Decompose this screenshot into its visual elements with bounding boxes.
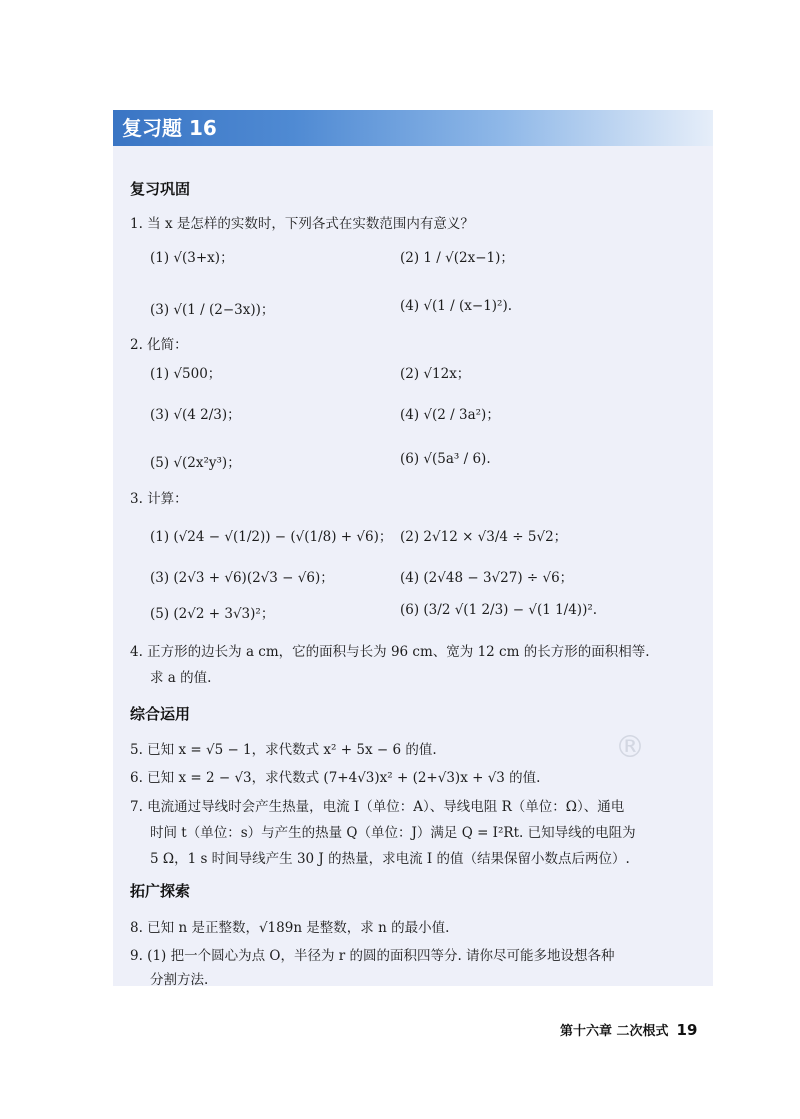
question-4-line-1: 4. 正方形的边长为 a cm，它的面积与长为 96 cm、宽为 12 cm 的长方形的面积相等. — [130, 644, 650, 660]
q2-item-3: (3) √(4 2/3)； — [150, 407, 241, 423]
chapter-label: 第十六章 二次根式 — [560, 1024, 669, 1039]
q3-item-6: (6) (3/2 √(1 2/3) − √(1 1/4))². — [400, 602, 598, 618]
section-apply-title: 综合运用 — [130, 705, 191, 723]
question-3-stem: 3. 计算： — [130, 491, 188, 507]
q2-item-4: (4) √(2 / 3a²)； — [400, 407, 500, 423]
question-9-line-1: 9. (1) 把一个圆心为点 O，半径为 r 的圆的面积四等分. 请你尽可能多地设想各种 — [130, 948, 615, 964]
registered-watermark: ® — [615, 730, 645, 765]
q2-item-1: (1) √500； — [150, 366, 222, 382]
question-6: 6. 已知 x = 2 − √3，求代数式 (7+4√3)x² + (2+√3)x + √3 的值. — [130, 770, 541, 786]
page-footer — [560, 1020, 697, 1039]
page-number: 19 — [676, 1021, 698, 1039]
question-9-line-2: 分割方法. — [150, 972, 209, 988]
q2-item-5: (5) √(2x²y³)； — [150, 455, 241, 471]
question-7-line-3: 5 Ω，1 s 时间导线产生 30 J 的热量，求电流 I 的值（结果保留小数点后两位）. — [150, 851, 630, 867]
q1-item-1: (1) √(3+x)； — [150, 250, 234, 266]
q3-item-1: (1) (√24 − √(1/2)) − (√(1/8) + √6)； — [150, 529, 393, 545]
q3-item-3: (3) (2√3 + √6)(2√3 − √6)； — [150, 570, 334, 586]
section-explore-title: 拓广探索 — [130, 882, 191, 900]
q1-item-2: (2) 1 / √(2x−1)； — [400, 250, 514, 266]
question-8: 8. 已知 n 是正整数，√189n 是整数，求 n 的最小值. — [130, 920, 450, 936]
q2-item-6: (6) √(5a³ / 6). — [400, 451, 491, 467]
question-1-stem: 1. 当 x 是怎样的实数时，下列各式在实数范围内有意义？ — [130, 216, 474, 232]
question-7-line-2: 时间 t（单位：s）与产生的热量 Q（单位：J）满足 Q = I²Rt. 已知导线的电阻为 — [150, 825, 636, 841]
page-title: 复习题 16 — [122, 116, 217, 140]
question-7-line-1: 7. 电流通过导线时会产生热量，电流 I（单位：A）、导线电阻 R（单位：Ω）、通电 — [130, 799, 625, 815]
q3-item-4: (4) (2√48 − 3√27) ÷ √6； — [400, 570, 574, 586]
question-2-stem: 2. 化简： — [130, 337, 188, 353]
question-5: 5. 已知 x = √5 − 1，求代数式 x² + 5x − 6 的值. — [130, 742, 437, 758]
q3-item-5: (5) (2√2 + 3√3)²； — [150, 606, 275, 622]
q2-item-2: (2) √12x； — [400, 366, 471, 382]
q1-item-3: (3) √(1 / (2−3x))； — [150, 302, 275, 318]
question-4-line-2: 求 a 的值. — [150, 670, 212, 686]
q1-item-4: (4) √(1 / (x−1)²). — [400, 298, 513, 314]
q3-item-2: (2) 2√12 × √3/4 ÷ 5√2； — [400, 529, 568, 545]
section-review-title: 复习巩固 — [130, 180, 191, 198]
